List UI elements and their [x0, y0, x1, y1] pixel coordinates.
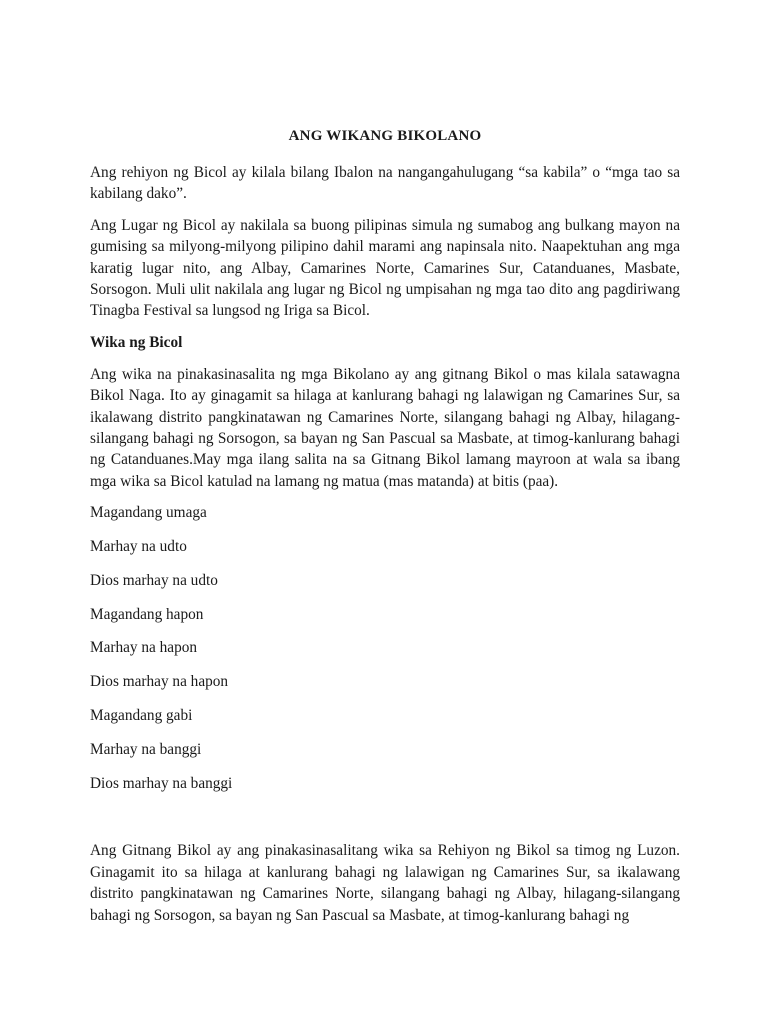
phrase-item: Magandang umaga	[90, 504, 207, 522]
phrase-item: Magandang hapon	[90, 605, 204, 623]
section-paragraph: Ang wika na pinakasinasalita ng mga Bikolano ay ang gitnang Bikol o mas kilala satawagna Bikol Naga. Ito ay ginagamit sa hilaga at kanlurang bahagi ng lalawigan ng Camarines Sur, sa ikalawang distrito pangkinatawan ng Camarines Norte, silangang bahagi ng Albay, hilagang-silangang bahagi ng Sorsogon, sa bayan ng San Pascual sa Masbate, at timog-kanlurang bahagi ng Catanduanes.May mga ilang salita na sa Gitnang Bikol lamang mayroon at wala sa ibang mga wika sa Bicol katulad na lamang ng matua (mas matanda) at bitis (paa).	[90, 365, 680, 490]
blank-line	[90, 806, 680, 840]
phrase-item: Marhay na hapon	[90, 639, 198, 657]
phrase-item: Marhay na banggi	[90, 740, 202, 758]
phrase-item: Dios marhay na hapon	[90, 673, 229, 691]
phrase-item: Dios marhay na udto	[90, 571, 218, 589]
closing-paragraph: Ang Gitnang Bikol ay ang pinakasinasalitang wika sa Rehiyon ng Bikol sa timog ng Luzon. Ginagamit ito sa hilaga at kanlurang bahagi ng lalawigan ng Camarines Sur, sa ikalawang distrito pangkinatawan ng Camarines Norte, silangang bahagi ng Albay, hilagang-silangang bahagi ng Sorsogon, sa bayan ng San Pascual sa Masbate, at timog-kanlurang bahagi ng	[90, 842, 680, 924]
phrase-item: Magandang gabi	[90, 707, 193, 725]
phrase-item: Dios marhay na banggi	[90, 774, 233, 792]
section-heading: Wika ng Bicol	[90, 333, 183, 351]
document-title: ANG WIKANG BIKOLANO	[288, 128, 482, 144]
phrase-item: Marhay na udto	[90, 538, 187, 556]
intro-paragraph: Ang Lugar ng Bicol ay nakilala sa buong pilipinas simula ng sumabog ang bulkang mayon na gumising sa milyong-milyong pilipino dahil marami ang napinsala nito. Naapektuhan ang mga karatig lugar nito, ang Albay, Camarines Norte, Camarines Sur, Catanduanes, Masbate, Sorsogon. Muli ulit nakilala ang lugar ng Bicol ng umpisahan ng mga tao dito ang pagdiriwang Tinagba Festival sa lungsod ng Iriga sa Bicol.	[90, 216, 680, 320]
intro-paragraph: Ang rehiyon ng Bicol ay kilala bilang Ibalon na nangangahulugang “sa kabila” o “mga tao sa kabilang dako”.	[90, 164, 680, 203]
phrase-list	[90, 502, 680, 793]
